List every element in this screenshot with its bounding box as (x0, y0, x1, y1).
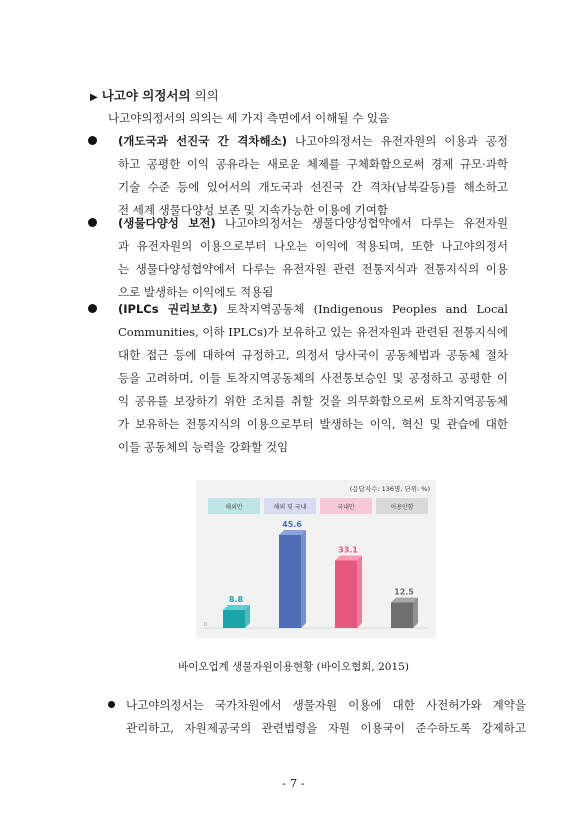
chart-caption: 바이오업계 생물자원이용현황 (바이오협회, 2015) (178, 661, 409, 673)
y-tick-label: 0 (204, 622, 208, 628)
bullet-lead-bold: (생물다양성 보전) (118, 216, 216, 230)
bullet-line: 등을 고려하며, 이들 토착지역공동체의 사전통보승인 및 공정하고 공평한 이 (118, 371, 508, 385)
bullet-line: 전 세계 생물다양성 보존 및 지속가능한 이용에 기여함 (118, 203, 388, 217)
bullet-line: 관리하고, 자원제공국의 관련법령을 자원 이용국이 준수하도록 강제하고 (126, 721, 526, 735)
chart-svg (196, 480, 436, 638)
bar-side-face (301, 530, 306, 628)
bullet-line: 과 유전자원의 이용으로부터 나오는 이익에 적용되며, 또한 나고야의정서 (118, 239, 508, 253)
bullet-dot-icon (88, 136, 97, 145)
category-label: 국내만 (337, 504, 355, 511)
category-label: 이용안함 (390, 504, 414, 511)
section-heading (90, 88, 219, 106)
bullet-line-text: 토착지역공동체 (Indigenous Peoples and Local (217, 302, 508, 316)
bar (279, 535, 301, 628)
bullet-line-text: 나고야의정서는 유전자원의 이용과 공정 (286, 134, 508, 148)
bullet-line (118, 132, 508, 155)
bullet-line: 는 생물다양성협약에서 다루는 유전자원 관련 전통지식과 전통지식의 이용 (118, 262, 508, 276)
category-label: 해외 및 국내 (273, 504, 307, 511)
bullet-line-text: 나고야의정서는 생물다양성협약에서 다루는 유전자원 (215, 216, 508, 230)
bullet-line: 기술 수준 등에 있어서의 개도국과 선진국 간 격차(남북갈등)를 해소하고 (118, 180, 508, 194)
bullet-lines (126, 696, 526, 742)
bullet-line: 익 공유를 보장하기 위한 조치를 취할 것을 의무화함으로써 토착지역공동체 (118, 394, 508, 408)
bullet-line (118, 214, 508, 237)
data-label: 8.8 (228, 595, 244, 605)
chart-note: (응답자수: 136명, 단위: %) (349, 485, 430, 493)
bullet-lead-bold: (IPLCs 권리보호) (118, 302, 218, 316)
bullet-lead-bold: (개도국과 선진국 간 격차해소) (118, 134, 287, 148)
bar-side-face (413, 598, 418, 629)
bullet-lines (118, 132, 508, 224)
bullet-line: 대한 접근 등에 대하여 규정하고, 의정서 당사국이 공동체법과 공동체 절차 (118, 348, 508, 362)
bullet-line: Communities, 이하 IPLCs)가 보유하고 있는 유전자원과 관련된 전통지식에 (118, 325, 508, 339)
section-intro: 나고야의정서의 의의는 세 가지 측면에서 이해될 수 있음 (108, 111, 390, 125)
category-label: 해외만 (225, 504, 243, 511)
bullet-lines (118, 214, 508, 306)
bullet-dot-icon (88, 304, 97, 313)
bio-resource-usage-chart (196, 480, 436, 638)
section-title-rest: 의의 (190, 88, 219, 103)
bullet-dot-icon (88, 218, 97, 227)
bar-side-face (357, 555, 362, 628)
bullet-line: 이들 공동체의 능력을 강화할 것임 (118, 440, 289, 454)
section-title-bold: 나고야 의정서의 (101, 88, 191, 103)
bullet-line (118, 300, 508, 323)
data-label: 45.6 (282, 519, 302, 529)
bar (391, 603, 413, 629)
bullet-line: 가 보유하는 전통지식의 이용으로부터 발생하는 이익, 혁신 및 관습에 대한 (118, 417, 508, 431)
bullet-line: 으로 발생하는 이익에도 적용됨 (118, 285, 274, 299)
bullet-lines (118, 300, 508, 461)
bar (223, 610, 245, 628)
data-label: 33.1 (338, 545, 358, 555)
bullet-line: 나고야의정서는 국가차원에서 생물자원 이용에 대한 사전허가와 계약을 (126, 698, 526, 712)
triangle-marker-icon: ▶ (90, 92, 98, 103)
bar (335, 560, 357, 628)
page-number: - 7 - (282, 776, 305, 790)
bullet-dot-icon (108, 701, 115, 708)
data-label: 12.5 (394, 587, 414, 597)
bullet-line: 하고 공평한 이익 공유라는 새로운 체제를 구체화함으로써 경제 규모·과학 (118, 157, 508, 171)
